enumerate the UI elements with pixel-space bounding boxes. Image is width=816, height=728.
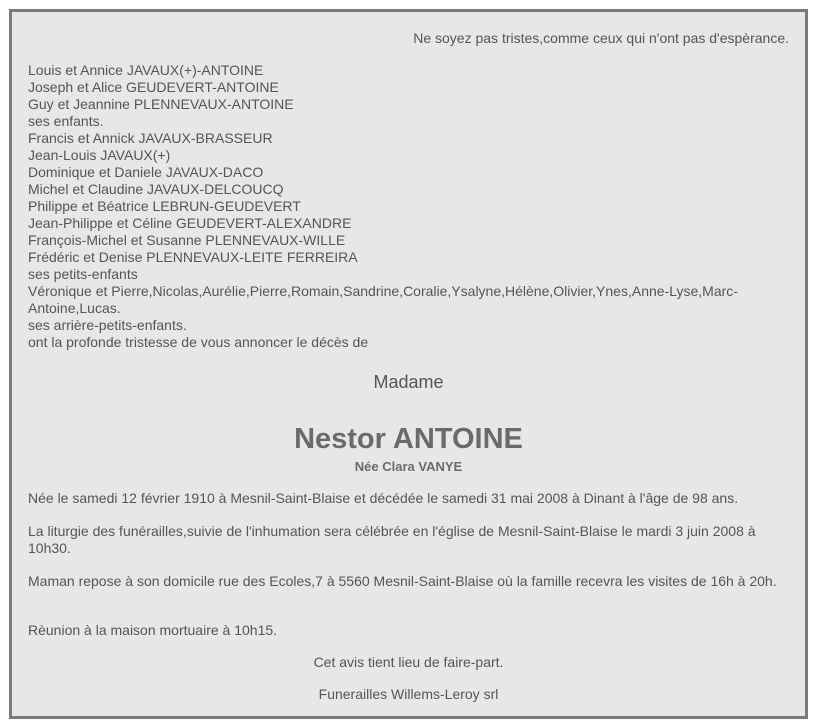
maiden-name: Née Clara VANYE (354, 459, 463, 474)
funeral-paragraph: La liturgie des funérailles,suivie de l'inhumation sera célébrée en l'église de Mesnil-Saint-Blaise le mardi 3 juin 2008 à 10h30. (28, 523, 756, 556)
family-line: Michel et Claudine JAVAUX-DELCOUCQ (28, 181, 284, 197)
birth-death-paragraph: Née le samedi 12 février 1910 à Mesnil-Saint-Blaise et décédée le samedi 31 mai 2008 à Dinant à l'âge de 98 ans. (28, 490, 739, 506)
closing-note: Cet avis tient lieu de faire-part. (313, 654, 504, 670)
family-line: ses enfants. (28, 113, 104, 129)
family-line: Louis et Annice JAVAUX(+)-ANTOINE (28, 62, 264, 78)
family-line: ses arrière-petits-enfants. (28, 317, 187, 333)
family-line: Jean-Louis JAVAUX(+) (28, 147, 171, 163)
family-line: Véronique et Pierre,Nicolas,Aurélie,Pierre,Romain,Sandrine,Coralie,Ysalyne,Hélène,Olivier,Ynes,Anne-Lyse,Marc-Antoine,Lucas. (28, 283, 738, 316)
undertaker-name: Funerailles Willems-Leroy srl (318, 686, 499, 702)
family-list (28, 62, 768, 351)
family-line: Dominique et Daniele JAVAUX-DACO (28, 164, 264, 180)
meeting-paragraph: Rèunion à la maison mortuaire à 10h15. (28, 622, 278, 638)
family-line: Frédéric et Denise PLENNEVAUX-LEITE FERREIRA (28, 249, 358, 265)
honorific-title: Madame (373, 372, 444, 392)
family-line: Jean-Philippe et Céline GEUDEVERT-ALEXANDRE (28, 215, 352, 231)
obituary-notice (9, 9, 808, 719)
deceased-name: Nestor ANTOINE (294, 423, 523, 455)
family-line: ont la profonde tristesse de vous annoncer le décès de (28, 334, 369, 350)
family-line: Francis et Annick JAVAUX-BRASSEUR (28, 130, 273, 146)
family-line: Philippe et Béatrice LEBRUN-GEUDEVERT (28, 198, 301, 214)
family-line: Joseph et Alice GEUDEVERT-ANTOINE (28, 79, 279, 95)
family-line: François-Michel et Susanne PLENNEVAUX-WILLE (28, 232, 346, 248)
family-line: Guy et Jeannine PLENNEVAUX-ANTOINE (28, 96, 294, 112)
family-line: ses petits-enfants (28, 266, 138, 282)
residence-paragraph: Maman repose à son domicile rue des Ecoles,7 à 5560 Mesnil-Saint-Blaise où la famille recevra les visites de 16h à 20h. (28, 573, 777, 589)
epigraph-quote: Ne soyez pas tristes,comme ceux qui n'ont pas d'espèrance. (413, 30, 789, 46)
